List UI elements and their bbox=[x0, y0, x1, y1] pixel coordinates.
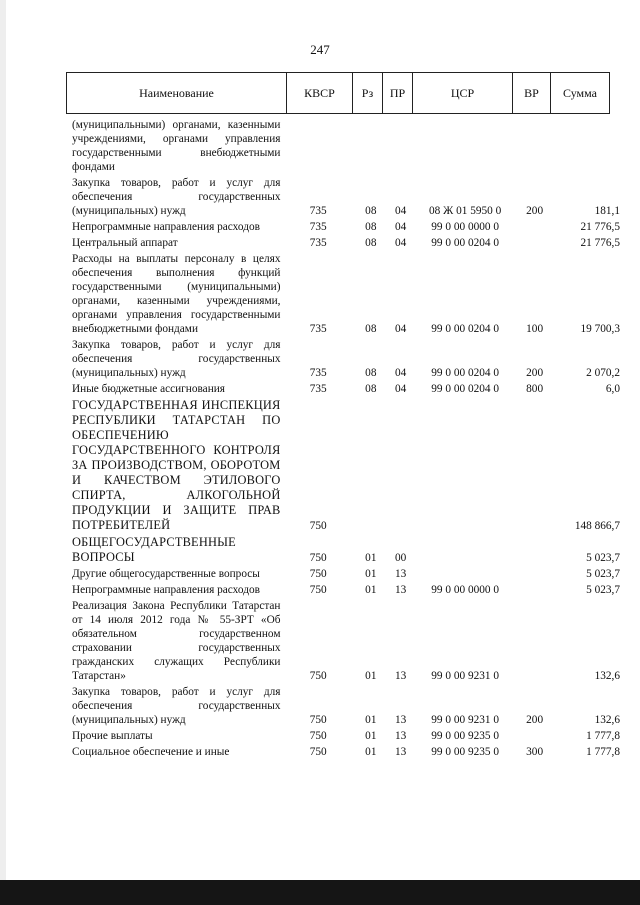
table-row bbox=[72, 729, 620, 743]
cell-csr: 99 0 00 0204 0 bbox=[431, 367, 500, 379]
cell-kvsr: 750 bbox=[309, 714, 327, 726]
cell-pr: 04 bbox=[394, 367, 407, 379]
cell-vr: 100 bbox=[526, 323, 544, 335]
header-name: Наименование bbox=[67, 73, 287, 113]
cell-pr: 04 bbox=[394, 221, 407, 233]
cell-csr: 99 0 00 9231 0 bbox=[431, 670, 500, 682]
cell-rz: 08 bbox=[365, 237, 377, 249]
table-row bbox=[72, 685, 620, 727]
cell-rz: 08 bbox=[365, 205, 377, 217]
cell-rz: 01 bbox=[365, 714, 377, 726]
cell-pr: 13 bbox=[394, 568, 407, 580]
cell-kvsr: 750 bbox=[309, 730, 327, 742]
cell-kvsr: 735 bbox=[309, 221, 327, 233]
cell-csr: 99 0 00 0204 0 bbox=[431, 323, 500, 335]
cell-pr: 13 bbox=[394, 746, 407, 758]
cell-sum: 6,0 bbox=[605, 383, 620, 395]
cell-kvsr: 735 bbox=[309, 237, 327, 249]
cell-name: Реализация Закона Республики Татарстан от 14 июля 2012 года № 55-ЗРТ «Об обязательном государственном страховании государственных гражданских служащих Республики Татарстан» bbox=[72, 600, 281, 682]
cell-vr: 200 bbox=[526, 714, 544, 726]
cell-rz: 01 bbox=[365, 730, 377, 742]
cell-csr: 99 0 00 0204 0 bbox=[431, 237, 500, 249]
cell-name: Центральный аппарат bbox=[72, 237, 178, 249]
cell-kvsr: 750 bbox=[309, 568, 327, 580]
cell-csr: 99 0 00 0000 0 bbox=[431, 584, 500, 596]
cell-rz: 01 bbox=[365, 568, 377, 580]
cell-vr: 200 bbox=[526, 205, 544, 217]
cell-name: (муниципальными) органами, казенными учреждениями, органами управления государственными внебюджетными фондами bbox=[72, 119, 281, 173]
table-row bbox=[72, 535, 620, 565]
table-body bbox=[72, 118, 620, 761]
scan-bottom-border bbox=[0, 880, 640, 905]
cell-pr: 13 bbox=[394, 584, 407, 596]
cell-rz: 01 bbox=[365, 552, 377, 564]
cell-kvsr: 750 bbox=[309, 520, 327, 532]
table-row bbox=[72, 599, 620, 683]
table-row bbox=[72, 382, 620, 396]
cell-name: Закупка товаров, работ и услуг для обеспечения государственных (муниципальных) нужд bbox=[72, 686, 281, 726]
cell-name: Прочие выплаты bbox=[72, 730, 153, 742]
cell-name: Социальное обеспечение и иные bbox=[72, 746, 230, 758]
cell-sum: 148 866,7 bbox=[574, 520, 620, 532]
cell-name: Непрограммные направления расходов bbox=[72, 584, 260, 596]
cell-sum: 1 777,8 bbox=[586, 730, 620, 742]
cell-rz: 01 bbox=[365, 746, 377, 758]
cell-csr: 99 0 00 9235 0 bbox=[431, 746, 500, 758]
table-row bbox=[72, 118, 620, 174]
cell-kvsr: 735 bbox=[309, 323, 327, 335]
cell-csr: 99 0 00 0000 0 bbox=[431, 221, 500, 233]
cell-rz: 08 bbox=[365, 367, 377, 379]
table-row bbox=[72, 338, 620, 380]
cell-sum: 132,6 bbox=[594, 714, 620, 726]
cell-sum: 132,6 bbox=[594, 670, 620, 682]
cell-rz: 01 bbox=[365, 584, 377, 596]
cell-kvsr: 750 bbox=[309, 746, 327, 758]
header-vr: ВР bbox=[513, 73, 551, 113]
table-row bbox=[72, 176, 620, 218]
table-row bbox=[72, 745, 620, 759]
cell-pr: 13 bbox=[394, 730, 407, 742]
cell-sum: 5 023,7 bbox=[586, 552, 620, 564]
cell-rz: 01 bbox=[365, 670, 377, 682]
cell-csr: 99 0 00 9235 0 bbox=[431, 730, 500, 742]
cell-kvsr: 735 bbox=[309, 383, 327, 395]
cell-rz: 08 bbox=[365, 383, 377, 395]
cell-name: Расходы на выплаты персоналу в целях обеспечения выполнения функций государственными (муниципальными) органами, казенными учреждениями, органами управления государственными внебюджетными фондами bbox=[72, 253, 281, 335]
cell-pr: 13 bbox=[394, 670, 407, 682]
table-row bbox=[72, 583, 620, 597]
cell-pr: 04 bbox=[394, 323, 407, 335]
cell-pr: 04 bbox=[394, 205, 407, 217]
cell-name: Другие общегосударственные вопросы bbox=[72, 568, 260, 580]
cell-name: ОБЩЕГОСУДАРСТВЕННЫЕ ВОПРОСЫ bbox=[72, 535, 236, 564]
table-row bbox=[72, 252, 620, 336]
header-sum: Сумма bbox=[563, 85, 597, 100]
cell-csr: 99 0 00 9231 0 bbox=[431, 714, 500, 726]
cell-name: ГОСУДАРСТВЕННАЯ ИНСПЕКЦИЯ РЕСПУБЛИКИ ТАТАРСТАН ПО ОБЕСПЕЧЕНИЮ ГОСУДАРСТВЕННОГО КОНТРОЛЯ ЗА ПРОИЗВОДСТВОМ, ОБОРОТОМ И КАЧЕСТВОМ ЭТИЛОВОГО СПИРТА, АЛКОГОЛЬНОЙ ПРОДУКЦИИ И ЗАЩИТЕ ПРАВ ПОТРЕБИТЕЛЕЙ bbox=[72, 398, 281, 532]
cell-name: Закупка товаров, работ и услуг для обеспечения государственных (муниципальных) нужд bbox=[72, 339, 281, 379]
cell-vr: 300 bbox=[526, 746, 544, 758]
cell-kvsr: 750 bbox=[309, 584, 327, 596]
page-number: 247 bbox=[310, 42, 330, 57]
cell-sum: 5 023,7 bbox=[586, 584, 620, 596]
cell-sum: 19 700,3 bbox=[580, 323, 620, 335]
cell-pr: 04 bbox=[394, 237, 407, 249]
cell-rz: 08 bbox=[365, 323, 377, 335]
cell-name: Иные бюджетные ассигнования bbox=[72, 383, 225, 395]
cell-kvsr: 735 bbox=[309, 367, 327, 379]
cell-sum: 5 023,7 bbox=[586, 568, 620, 580]
header-csr: ЦСР bbox=[413, 73, 513, 113]
cell-name: Непрограммные направления расходов bbox=[72, 221, 260, 233]
cell-vr: 800 bbox=[526, 383, 544, 395]
cell-pr: 00 bbox=[394, 552, 407, 564]
cell-rz: 08 bbox=[365, 221, 377, 233]
header-kvsr: КВСР bbox=[287, 73, 353, 113]
cell-csr: 08 Ж 01 5950 0 bbox=[429, 205, 502, 217]
cell-sum: 21 776,5 bbox=[580, 221, 620, 233]
cell-pr: 04 bbox=[394, 383, 407, 395]
cell-pr: 13 bbox=[394, 714, 407, 726]
cell-kvsr: 750 bbox=[309, 552, 327, 564]
table-row bbox=[72, 567, 620, 581]
cell-sum: 21 776,5 bbox=[580, 237, 620, 249]
cell-sum: 181,1 bbox=[594, 205, 620, 217]
cell-csr: 99 0 00 0204 0 bbox=[431, 383, 500, 395]
header-rz: Рз bbox=[353, 73, 383, 113]
table-row bbox=[72, 398, 620, 533]
cell-name: Закупка товаров, работ и услуг для обеспечения государственных (муниципальных) нужд bbox=[72, 177, 281, 217]
header-pr: ПР bbox=[383, 73, 413, 113]
cell-sum: 1 777,8 bbox=[586, 746, 620, 758]
cell-vr: 200 bbox=[526, 367, 544, 379]
scan-left-edge bbox=[0, 0, 6, 905]
cell-kvsr: 735 bbox=[309, 205, 327, 217]
table-row bbox=[72, 236, 620, 250]
cell-kvsr: 750 bbox=[309, 670, 327, 682]
table-row bbox=[72, 220, 620, 234]
cell-sum: 2 070,2 bbox=[586, 367, 620, 379]
table-header bbox=[66, 72, 610, 114]
